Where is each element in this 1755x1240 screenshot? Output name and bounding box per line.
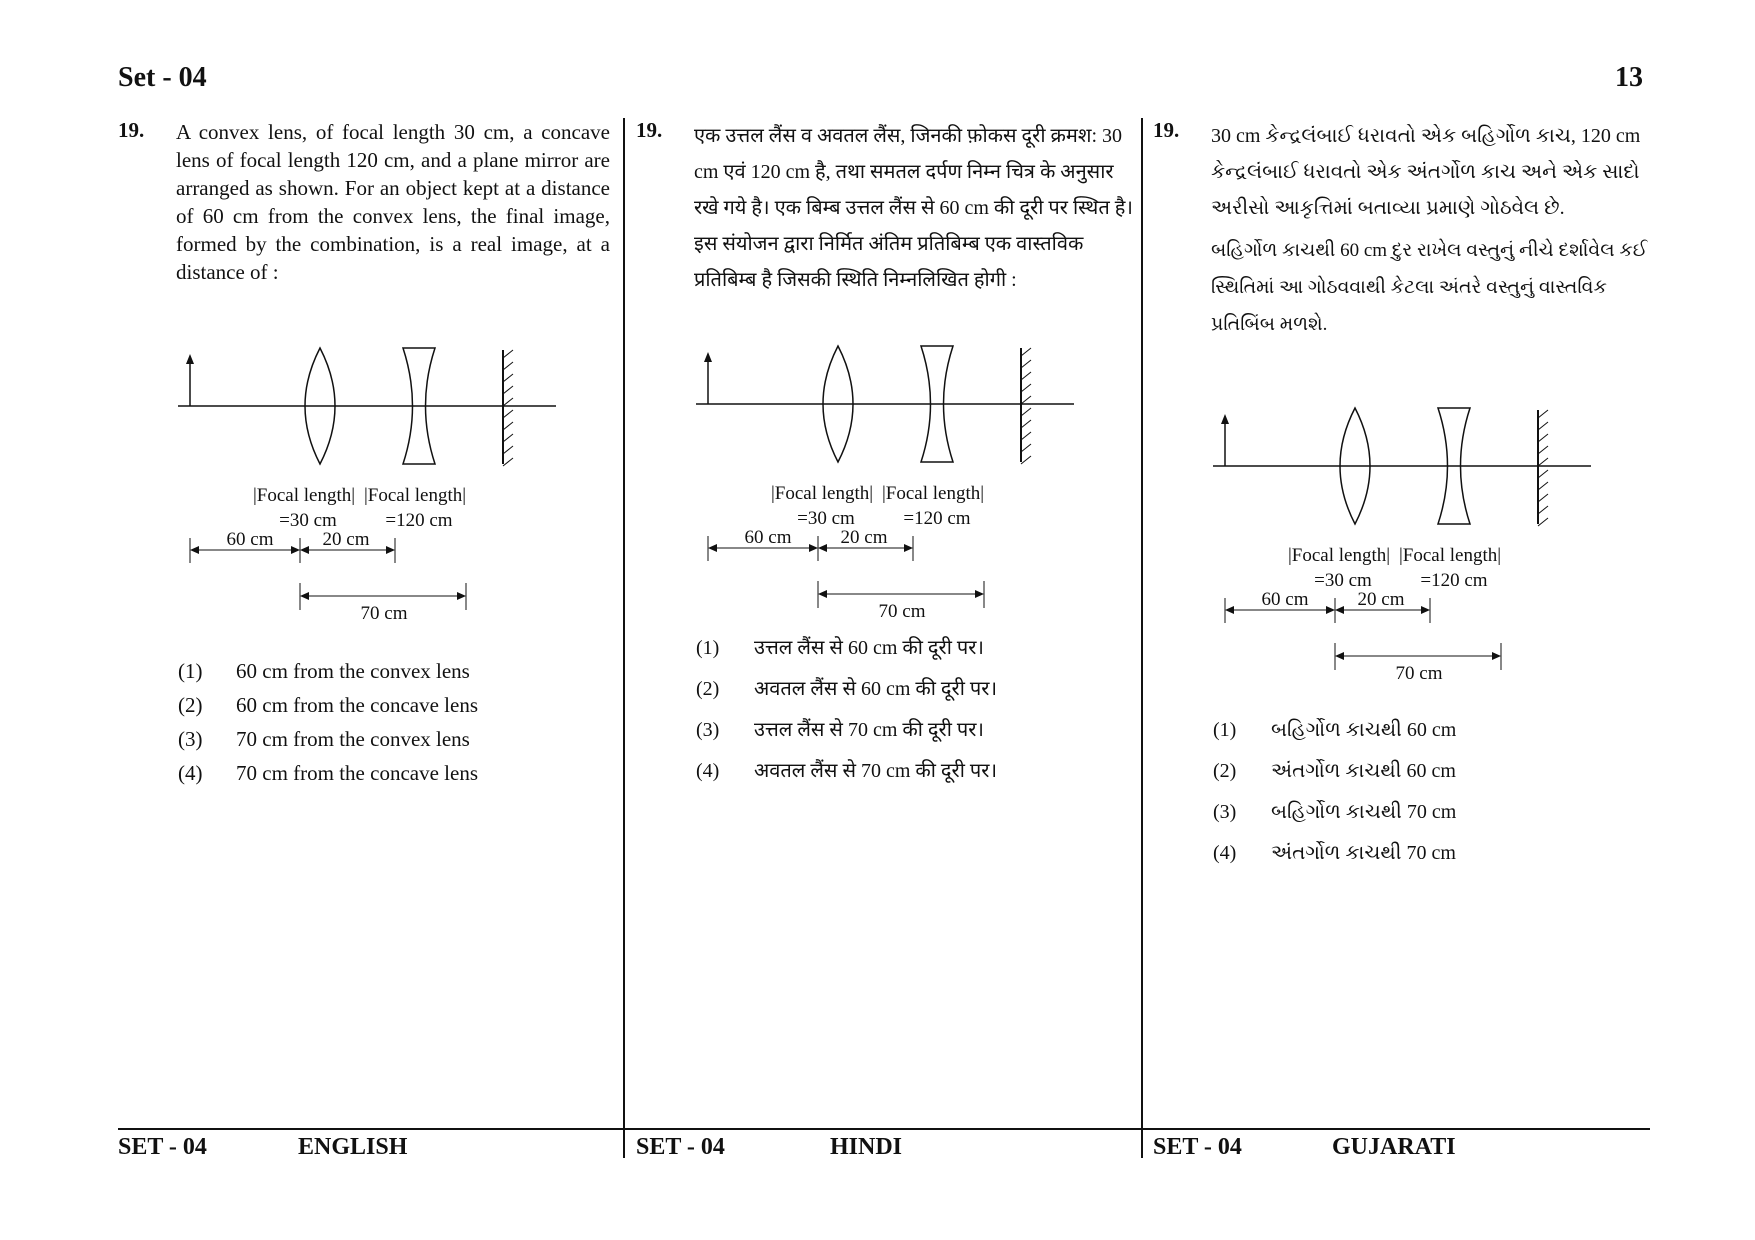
dimension-60cm-label: 60 cm <box>226 529 274 550</box>
convex-focal-label: |Focal length| <box>1287 545 1391 566</box>
dimension-60cm <box>190 529 300 563</box>
option-text: 60 cm from the concave lens <box>236 693 478 717</box>
option-number: (3) <box>178 727 203 751</box>
option-number: (4) <box>178 761 203 785</box>
footer-set-hindi: SET - 04 <box>636 1134 725 1160</box>
column-divider-2 <box>1141 118 1143 1158</box>
option-text: 70 cm from the concave lens <box>236 761 478 785</box>
optics-diagram <box>1213 408 1593 698</box>
dimension-70cm-label: 70 cm <box>360 603 408 624</box>
question-number: 19. <box>636 118 663 142</box>
dimension-20cm-label: 20 cm <box>840 527 888 548</box>
option-number: (1) <box>1213 719 1237 741</box>
dimension-60cm-label: 60 cm <box>744 527 792 548</box>
dimension-70cm-label: 70 cm <box>878 601 926 622</box>
option-number: (2) <box>1213 760 1237 782</box>
object-arrow-head <box>704 352 712 362</box>
dimension-70cm <box>1335 643 1501 684</box>
optics-diagram-svg <box>1213 408 1593 698</box>
option-text: अवतल लैंस से 60 cm की दूरी पर। <box>754 678 998 700</box>
gujarati-column <box>1153 118 1649 864</box>
concave-focal-label: |Focal length| <box>1398 545 1502 566</box>
options-english <box>178 654 608 790</box>
convex-focal-label: |Focal length| <box>770 483 874 504</box>
option-text: બહિર્ગોળ કાચથી 60 cm <box>1271 719 1457 741</box>
concave-focal-value: =120 cm <box>385 510 453 531</box>
option-number: (3) <box>696 719 720 741</box>
plane-mirror <box>503 350 513 466</box>
option-3 <box>178 722 608 756</box>
option-4 <box>696 751 1126 792</box>
column-divider-1 <box>623 118 625 1158</box>
dimension-20cm <box>1335 589 1430 623</box>
optics-diagram-svg <box>696 346 1076 636</box>
concave-focal-label: |Focal length| <box>881 483 985 504</box>
footer-set-gujarati: SET - 04 <box>1153 1134 1242 1160</box>
convex-focal-label: |Focal length| <box>252 485 356 506</box>
option-4 <box>178 756 608 790</box>
plane-mirror <box>1021 348 1031 464</box>
object-arrow-head <box>186 354 194 364</box>
question-text: A convex lens, of focal length 30 cm, a concave lens of focal length 120 cm, and a plane mirror are arranged as shown. For an object kept at a distance of 60 cm from the convex lens, the final image, formed by the combination, is a real image, at a distance of : <box>176 120 610 284</box>
option-text: उत्तल लैंस से 60 cm की दूरी पर। <box>754 637 985 659</box>
optics-diagram <box>696 346 1076 636</box>
question-english <box>118 118 610 286</box>
option-text: अवतल लैंस से 70 cm की दूरी पर। <box>754 760 998 782</box>
convex-focal-value: =30 cm <box>1314 570 1372 591</box>
object-arrow-head <box>1221 414 1229 424</box>
option-text: બહિર્ગોળ કાચથી 70 cm <box>1271 801 1457 823</box>
option-2 <box>1213 751 1643 792</box>
question-hindi <box>636 118 1133 298</box>
concave-focal-value: =120 cm <box>903 508 971 529</box>
convex-focal-value: =30 cm <box>797 508 855 529</box>
option-1 <box>178 654 608 688</box>
dimension-20cm <box>300 529 395 563</box>
option-number: (2) <box>178 693 203 717</box>
dimension-60cm <box>1225 589 1335 623</box>
option-2 <box>178 688 608 722</box>
option-text: 70 cm from the convex lens <box>236 727 470 751</box>
question-number: 19. <box>118 118 145 142</box>
option-number: (2) <box>696 678 720 700</box>
options-gujarati <box>1213 710 1643 874</box>
option-4 <box>1213 833 1643 874</box>
options-hindi <box>696 628 1126 792</box>
question-text-part-2: બહિર્ગોળ કાચથી 60 cm દુર રાખેલ વસ્તુનું નીચે દર્શાવેલ કઈ સ્થિતિમાં આ ગોઠવવાથી કેટલા અંતરે વસ્તુનું વાસ્તવિક પ્રતિબિંબ મળશે. <box>1211 240 1648 335</box>
option-number: (4) <box>1213 842 1237 864</box>
dimension-70cm <box>818 581 984 622</box>
question-text <box>1211 118 1649 343</box>
option-number: (1) <box>178 659 203 683</box>
option-1 <box>1213 710 1643 751</box>
plane-mirror <box>1538 410 1548 526</box>
option-text: અંતર્ગોળ કાચથી 60 cm <box>1271 760 1456 782</box>
optics-diagram <box>178 348 558 638</box>
dimension-70cm-label: 70 cm <box>1395 663 1443 684</box>
optics-diagram-svg <box>178 348 558 638</box>
page-number: 13 <box>1615 62 1643 93</box>
option-text: અંતર્ગોળ કાચથી 70 cm <box>1271 842 1456 864</box>
set-label: Set - 04 <box>118 62 207 93</box>
dimension-70cm <box>300 583 466 624</box>
option-number: (4) <box>696 760 720 782</box>
footer-set-english: SET - 04 <box>118 1134 207 1160</box>
concave-focal-value: =120 cm <box>1420 570 1488 591</box>
option-number: (3) <box>1213 801 1237 823</box>
footer-lang-english: ENGLISH <box>298 1134 408 1160</box>
concave-focal-label: |Focal length| <box>363 485 467 506</box>
english-column <box>118 118 610 785</box>
dimension-20cm <box>818 527 913 561</box>
dimension-60cm <box>708 527 818 561</box>
option-3 <box>1213 792 1643 833</box>
footer-lang-hindi: HINDI <box>830 1134 903 1160</box>
question-gujarati <box>1153 118 1649 343</box>
option-text: उत्तल लैंस से 70 cm की दूरी पर। <box>754 719 985 741</box>
option-number: (1) <box>696 637 720 659</box>
question-text: एक उत्तल लैंस व अवतल लैंस, जिनकी फ़ोकस दूरी क्रमश: 30 cm एवं 120 cm है, तथा समतल दर्पण निम्न चित्र के अनुसार रखे गये है। एक बिम्ब उत्तल लैंस से 60 cm की दूरी पर स्थित है। इस संयोजन द्वारा निर्मित अंतिम प्रतिबिम्ब एक वास्तविक प्रतिबिम्ब है जिसकी स्थिति निम्नलिखित होगी : <box>694 125 1133 291</box>
convex-focal-value: =30 cm <box>279 510 337 531</box>
hindi-column <box>636 118 1133 782</box>
option-3 <box>696 710 1126 751</box>
option-1 <box>696 628 1126 669</box>
dimension-20cm-label: 20 cm <box>322 529 370 550</box>
option-text: 60 cm from the convex lens <box>236 659 470 683</box>
option-2 <box>696 669 1126 710</box>
question-number: 19. <box>1153 118 1180 142</box>
footer-lang-gujarati: GUJARATI <box>1332 1134 1456 1160</box>
question-text-part-1: 30 cm કેન્દ્રલંબાઈ ધરાવતો એક બહિર્ગોળ કાચ, 120 cm કેન્દ્રલંબાઈ ધરાવતો એક અંતર્ગોળ કાચ અને એક સાદો અરીસો આકૃત્તિમાં બતાવ્યા પ્રમાણે ગોઠવેલ છે. <box>1211 125 1641 219</box>
dimension-20cm-label: 20 cm <box>1357 589 1405 610</box>
footer-rule <box>118 1128 1650 1130</box>
dimension-60cm-label: 60 cm <box>1261 589 1309 610</box>
